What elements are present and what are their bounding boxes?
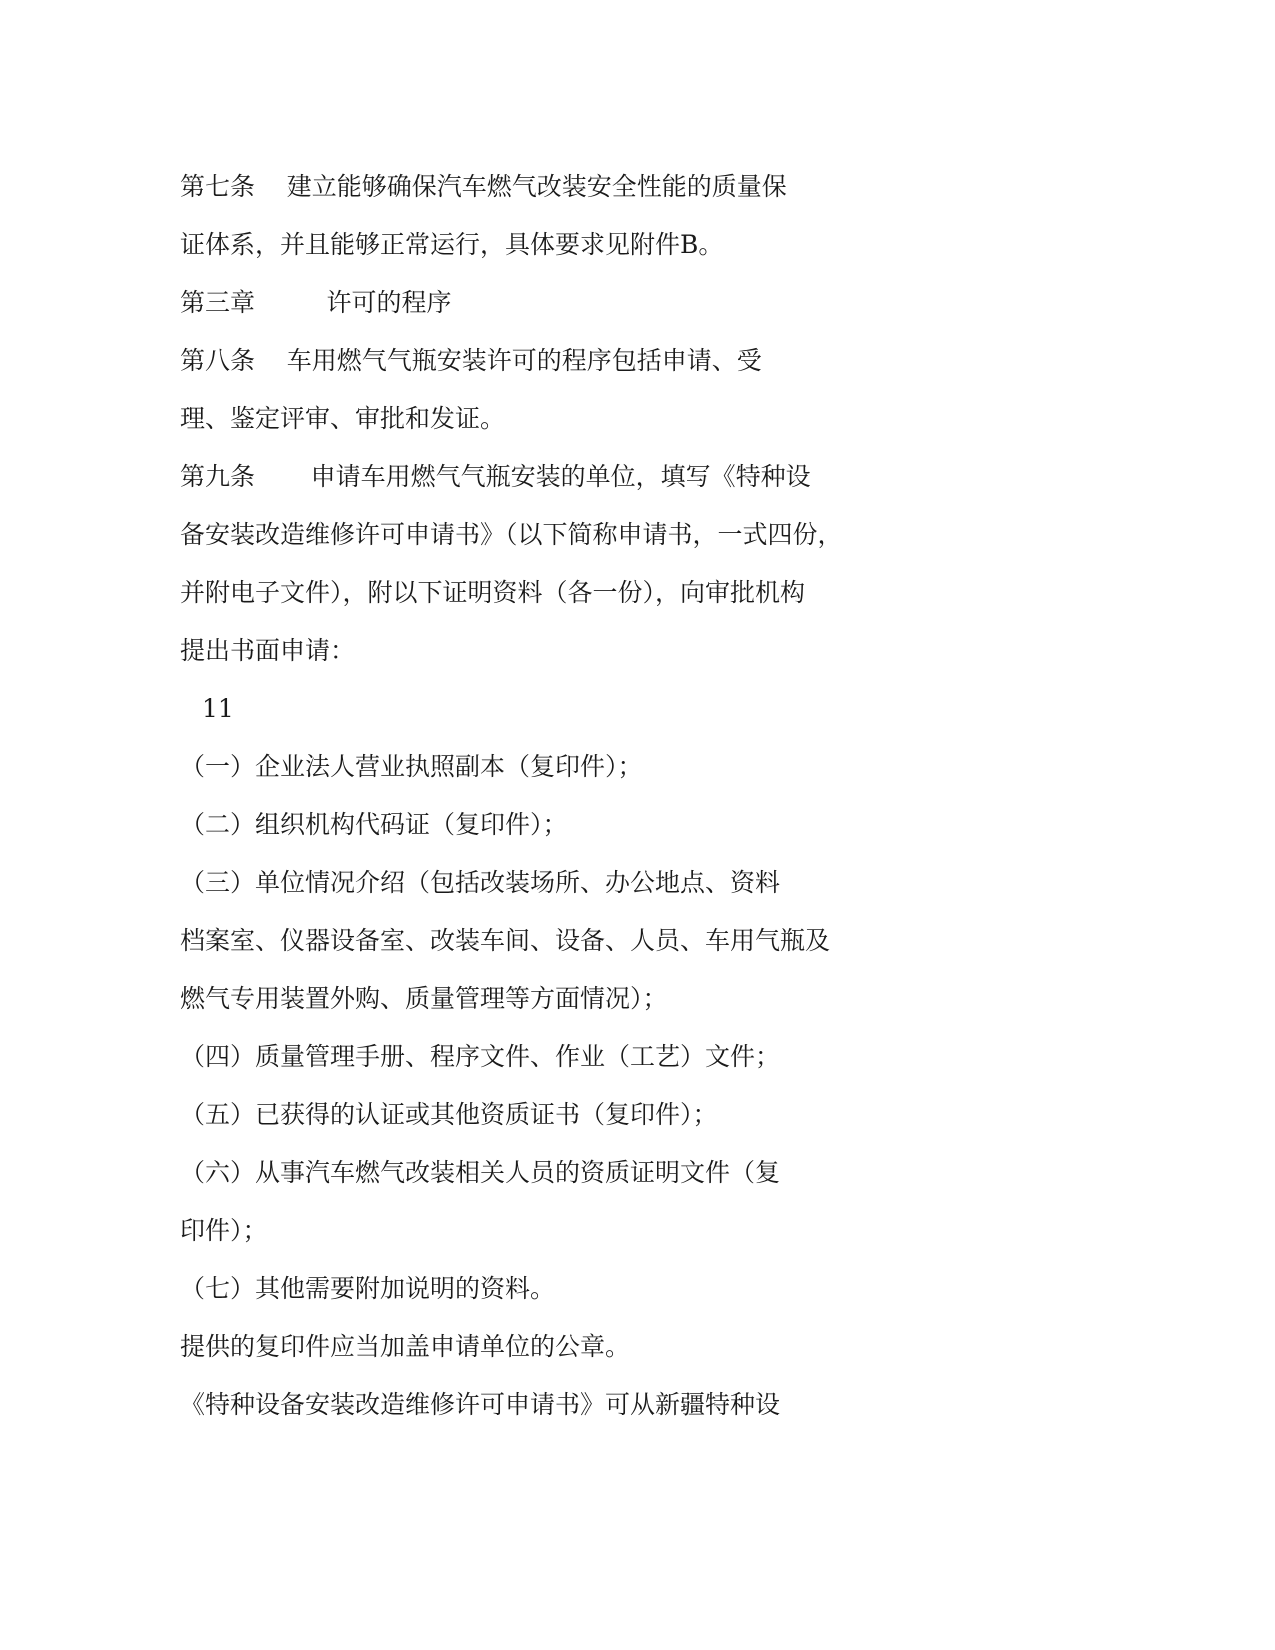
article-7-line-2: 证体系，并且能够正常运行，具体要求见附件B。 <box>180 230 724 259</box>
application-form-note: 《特种设备安装改造维修许可申请书》可从新疆特种设 <box>180 1390 781 1419</box>
page-number: 11 <box>202 694 234 723</box>
list-item-3-line-3: 燃气专用装置外购、质量管理等方面情况）； <box>180 984 668 1013</box>
article-9-line-1: 第九条 申请车用燃气气瓶安装的单位，填写《特种设 <box>180 462 811 491</box>
article-7-line-1: 第七条 建立能够确保汽车燃气改装安全性能的质量保 <box>180 172 787 201</box>
article-8-line-1: 第八条 车用燃气气瓶安装许可的程序包括申请、受 <box>180 346 762 375</box>
list-item-1: （一）企业法人营业执照副本（复印件）； <box>180 752 643 781</box>
list-item-3-line-1: （三）单位情况介绍（包括改装场所、办公地点、资料 <box>180 868 781 897</box>
list-item-3-line-2: 档案室、仪器设备室、改装车间、设备、人员、车用气瓶及 <box>180 926 831 955</box>
article-8-line-2: 理、鉴定评审、审批和发证。 <box>180 404 506 433</box>
article-9-line-4: 提出书面申请： <box>180 636 356 665</box>
list-item-6-line-1: （六）从事汽车燃气改装相关人员的资质证明文件（复 <box>180 1158 781 1187</box>
chapter-3-heading: 第三章 许可的程序 <box>180 288 452 317</box>
list-item-6-line-2: 印件）； <box>180 1216 268 1245</box>
article-9-line-3: 并附电子文件），附以下证明资料（各一份），向审批机构 <box>180 578 806 607</box>
article-9-line-2: 备安装改造维修许可申请书》（以下简称申请书，一式四份， <box>180 520 843 549</box>
list-item-2: （二）组织机构代码证（复印件）； <box>180 810 568 839</box>
copy-seal-note: 提供的复印件应当加盖申请单位的公章。 <box>180 1332 631 1361</box>
list-item-4: （四）质量管理手册、程序文件、作业（工艺）文件； <box>180 1042 781 1071</box>
list-item-5: （五）已获得的认证或其他资质证书（复印件）； <box>180 1100 718 1129</box>
list-item-7: （七）其他需要附加说明的资料。 <box>180 1274 556 1303</box>
